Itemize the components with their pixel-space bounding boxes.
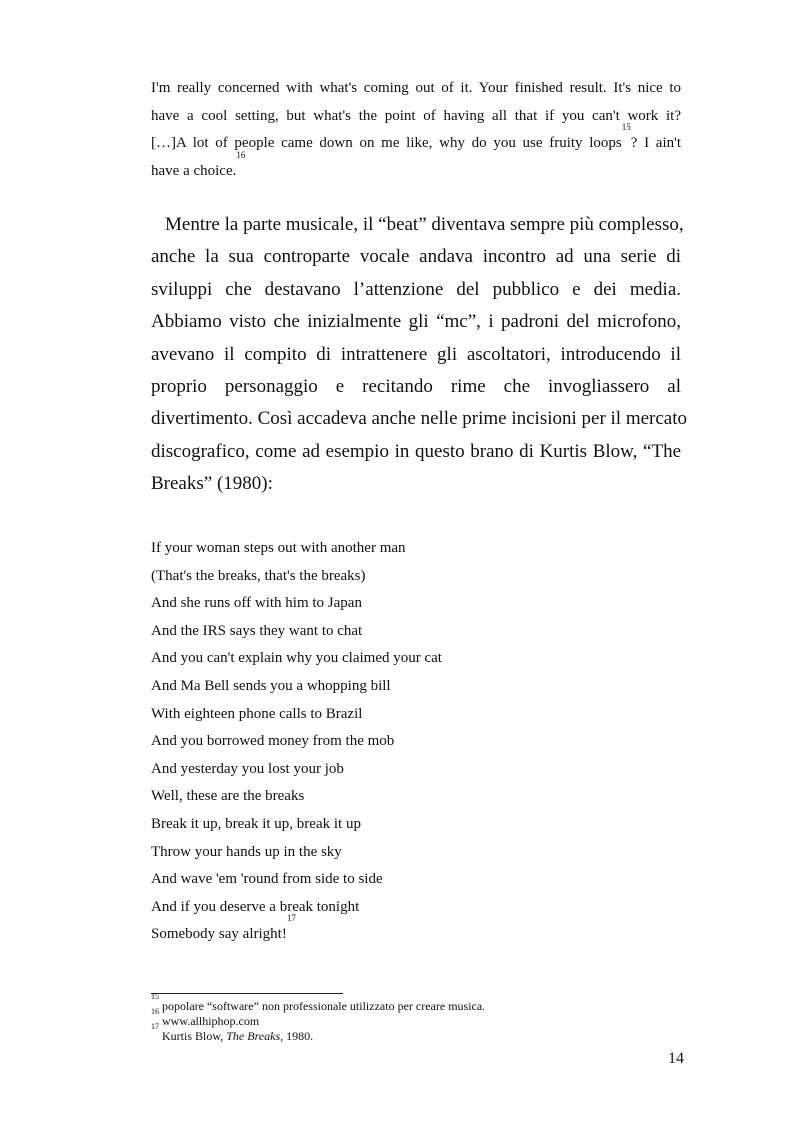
footnote-number: 16 (151, 1007, 159, 1016)
quote-line: have a cool setting, but what's the point of having all that if you can't work it? (151, 107, 681, 124)
quote-line (151, 122, 681, 158)
lyric-line: Throw your hands up in the sky (151, 843, 342, 860)
footnotes (151, 992, 691, 1044)
paragraph-line: discografico, come ad esempio in questo brano di Kurtis Blow, “The (151, 440, 681, 462)
lyric-line-text: Somebody say alright! (151, 926, 287, 943)
song-lyrics (151, 535, 681, 949)
lyric-line: And she runs off with him to Japan (151, 595, 362, 612)
lyric-line: And the IRS says they want to chat (151, 622, 363, 639)
paragraph-line: Mentre la parte musicale, il “beat” diventava sempre più complesso, (165, 214, 684, 235)
quote-line-text: ? I ain't (630, 135, 681, 151)
footnote-ref-16[interactable]: 16 (236, 149, 246, 160)
lyric-line: (That's the breaks, that's the breaks) (151, 567, 366, 584)
block-quote-interview (151, 75, 681, 185)
paragraph-line: divertimento. Così accadeva anche nelle prime incisioni per il mercato (151, 408, 688, 430)
quote-line-text: have a choice. (151, 162, 237, 179)
lyric-line: And Ma Bell sends you a whopping bill (151, 677, 391, 694)
footnote-link[interactable]: www.allhiphop.com (162, 1014, 260, 1028)
footnote-separator (151, 993, 343, 994)
lyric-line: And you borrowed money from the mob (151, 733, 395, 750)
quote-line-text: […]A lot of people came down on me like, why do you use fruity loops (151, 135, 622, 151)
page-number: 14 (668, 1050, 684, 1067)
lyric-line (151, 913, 681, 949)
lyric-line: If your woman steps out with another man (151, 540, 406, 556)
footnote-number: 15 (151, 992, 159, 1001)
paragraph-line: anche la sua controparte vocale andava incontro ad una serie di (151, 246, 681, 268)
footnote-number: 17 (151, 1022, 159, 1031)
footnote-ref-17[interactable]: 17 (286, 913, 296, 924)
paragraph-line: avevano il compito di intrattenere gli ascoltatori, introducendo il (151, 343, 681, 365)
quote-line: I'm really concerned with what's coming out of it. Your finished result. It's nice to (151, 80, 681, 96)
footnote-text: popolare “software” non professionale utilizzato per creare musica. (162, 999, 486, 1013)
lyric-line: And you can't explain why you claimed your cat (151, 650, 442, 667)
paragraph-line: Abbiamo visto che inizialmente gli “mc”, i padroni del microfono, (151, 311, 681, 333)
paragraph-line: sviluppi che destavano l’attenzione del pubblico e dei media. (151, 278, 681, 300)
lyric-line: Well, these are the breaks (151, 788, 305, 805)
lyric-line: And wave 'em 'round from side to side (151, 871, 383, 888)
paragraph-line: proprio personaggio e recitando rime che invogliassero al (151, 375, 681, 397)
lyric-line: And if you deserve a break tonight (151, 898, 360, 915)
footnote-year: 1980. (286, 1029, 314, 1043)
footnote-title: The Breaks, (226, 1029, 284, 1043)
footnote-ref-15[interactable]: 15 (621, 122, 631, 132)
lyric-line: Break it up, break it up, break it up (151, 815, 361, 832)
lyric-line: And yesterday you lost your job (151, 760, 344, 777)
footnote-16 (151, 1007, 691, 1029)
body-paragraph (151, 209, 688, 501)
footnote-author: Kurtis Blow, (162, 1029, 224, 1043)
footnote-17 (151, 1022, 691, 1044)
quote-line (151, 149, 681, 186)
footnote-15 (151, 992, 691, 1014)
lyric-line: With eighteen phone calls to Brazil (151, 705, 363, 722)
paragraph-line: Breaks” (1980): (151, 473, 273, 495)
